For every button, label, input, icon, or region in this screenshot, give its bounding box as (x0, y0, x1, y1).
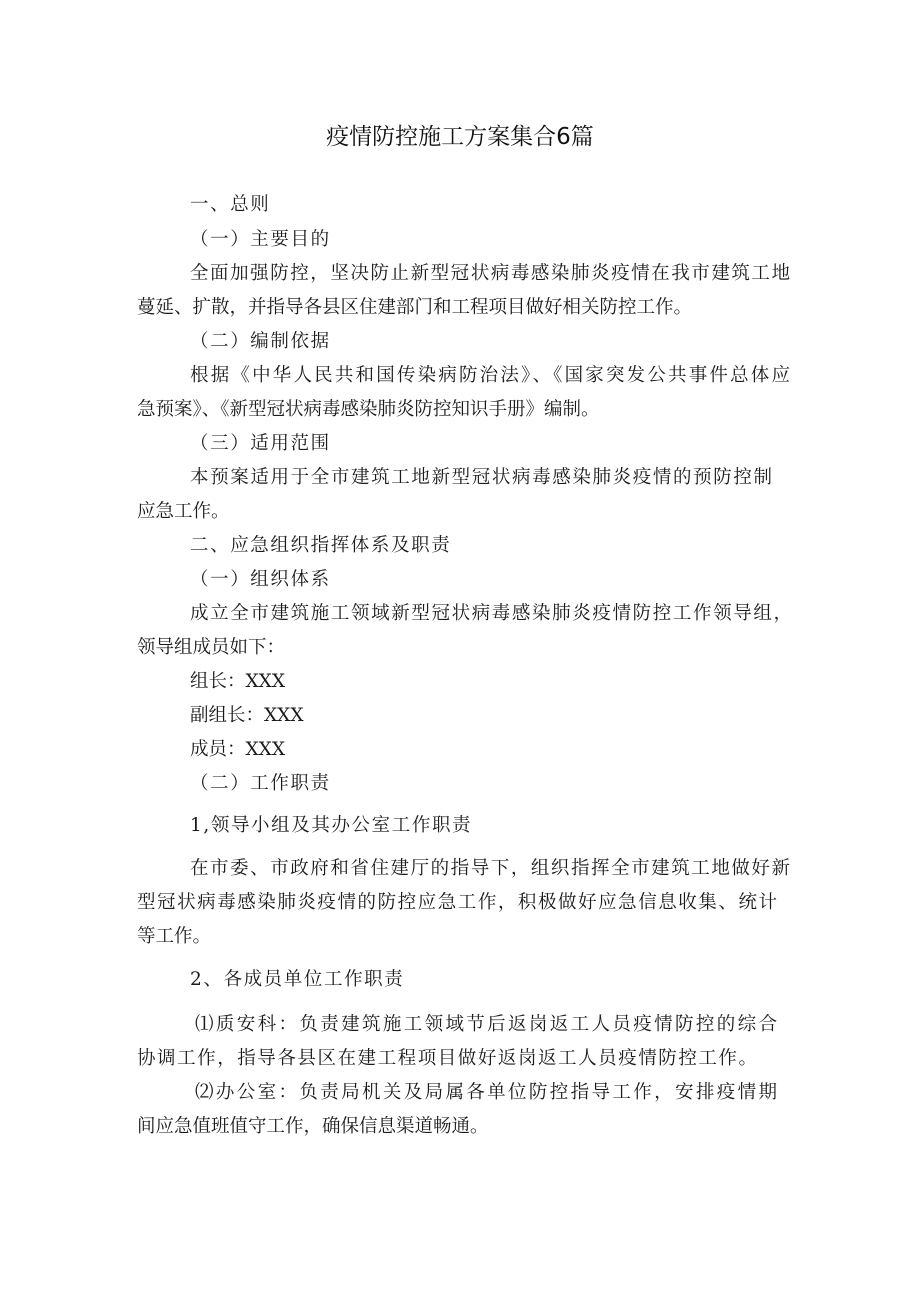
paragraph-line: ⑵办公室：负责局机关及局属各单位防控指导工作，安排疫情期 (195, 1082, 777, 1103)
paragraph-line: 根据《中华人民共和国传染病防治法》、《国家突发公共事件总体应 (190, 365, 790, 386)
subsection-heading-scope: （三）适用范围 (190, 433, 331, 454)
section-heading-organization: 二、应急组织指挥体系及职责 (190, 535, 452, 556)
member-line-members: 成员：XXX (190, 739, 286, 760)
subsection-heading-purpose: （一）主要目的 (190, 229, 331, 250)
document-title: 疫情防控施工方案集合6篇 (326, 124, 594, 150)
paragraph-line: 全面加强防控，坚决防止新型冠状病毒感染肺炎疫情在我市建筑工地 (190, 263, 790, 284)
paragraph-line: 型冠状病毒感染肺炎疫情的防控应急工作，积极做好应急信息收集、统计 (137, 892, 777, 913)
paragraph-line: 本预案适用于全市建筑工地新型冠状病毒感染肺炎疫情的预防控制 (190, 467, 772, 488)
subsection-heading-duties: （二）工作职责 (190, 773, 331, 794)
paragraph-line: 成立全市建筑施工领域新型冠状病毒感染肺炎疫情防控工作领导组， (190, 603, 792, 624)
paragraph-line: 等工作。 (137, 926, 212, 947)
paragraph-line: 蔓延、扩散，并指导各县区住建部门和工程项目做好相关防控工作。 (137, 297, 693, 318)
duty-heading-members: 2、各成员单位工作职责 (190, 969, 405, 990)
member-line-deputy: 副组长：XXX (190, 705, 304, 726)
member-line-leader: 组长：XXX (190, 671, 286, 692)
duty-heading-office: 1,领导小组及其办公室工作职责 (190, 815, 473, 836)
paragraph-line: 急预案》、《新型冠状病毒感染肺炎防控知识手册》编制。 (137, 399, 600, 420)
paragraph-line: 间应急值班值守工作，确保信息渠道畅通。 (137, 1116, 489, 1137)
subsection-heading-basis: （二）编制依据 (190, 331, 331, 352)
paragraph-line: ⑴质安科：负责建筑施工领域节后返岗返工人员疫情防控的综合 (195, 1014, 777, 1035)
paragraph-line: 应急工作。 (137, 501, 230, 522)
paragraph-line: 协调工作，指导各县区在建工程项目做好返岗返工人员疫情防控工作。 (137, 1048, 757, 1069)
section-heading-general: 一、总则 (190, 194, 271, 215)
subsection-heading-system: （一）组织体系 (190, 569, 331, 590)
paragraph-line: 领导组成员如下： (137, 637, 286, 658)
paragraph-line: 在市委、市政府和省住建厅的指导下，组织指挥全市建筑工地做好新 (190, 858, 790, 879)
